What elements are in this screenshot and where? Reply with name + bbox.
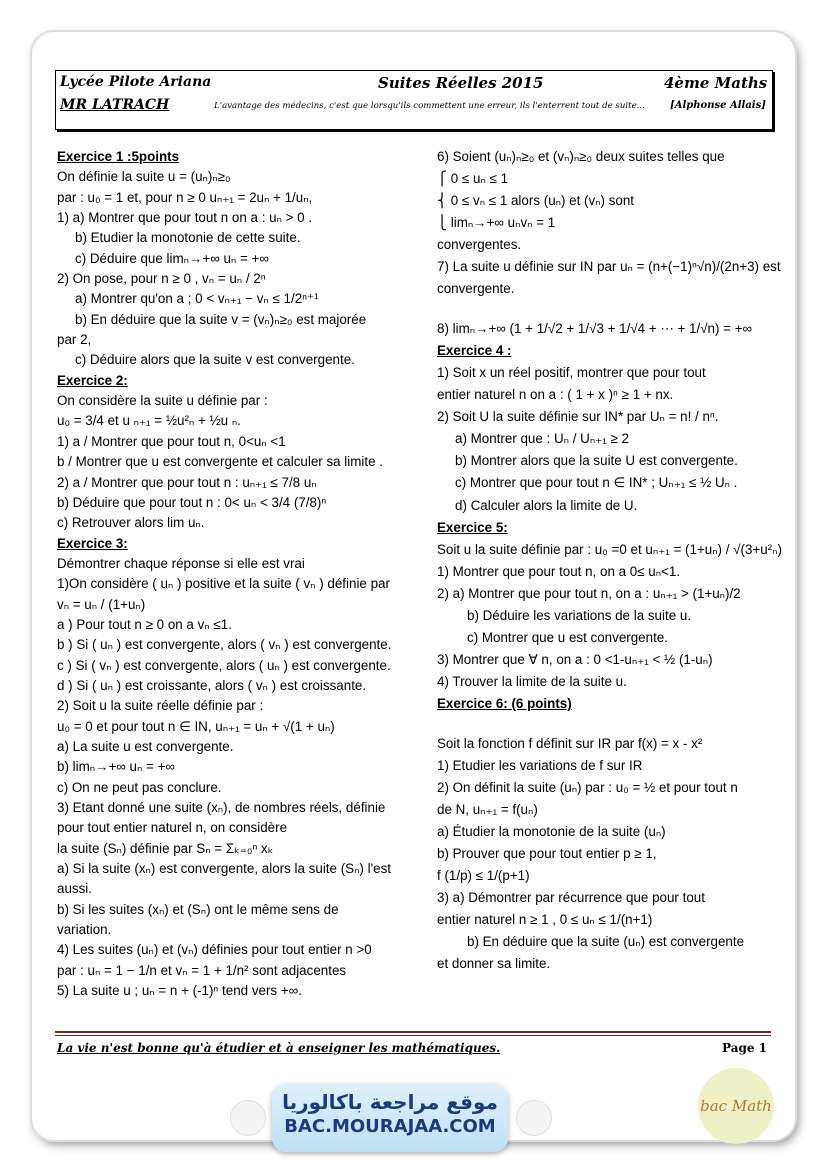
text-line: b / Montrer que u est convergente et calculer sa limite . [57, 454, 383, 470]
text-line: c ) Si ( vₙ ) est convergente, alors ( uₙ ) est convergente. [57, 657, 391, 673]
text-line: u₀ = 3/4 et u ₙ₊₁ = ½u²ₙ + ½u ₙ. [57, 413, 241, 429]
text-line: la suite (Sₙ) définie par Sₙ = Σₖ₌₀ⁿ xₖ [57, 840, 274, 856]
text-line: c) Retrouver alors lim uₙ. [57, 515, 205, 531]
text-line: b) Etudier la monotonie de cette suite. [75, 230, 301, 246]
text-line: 2) Soit u la suite réelle définie par : [57, 698, 264, 714]
text-line: a) Montrer que : Uₙ / Uₙ₊₁ ≥ 2 [455, 431, 629, 447]
bac-math-logo: bac Math [698, 1068, 774, 1144]
footer-motto: La vie n'est bonne qu'à étudier et à enseigner les mathématiques. [57, 1041, 501, 1055]
text-line: par : u₀ = 1 et, pour n ≥ 0 uₙ₊₁ = 2uₙ + 1/uₙ, [57, 189, 313, 205]
text-line: b) En déduire que la suite (uₙ) est convergente [467, 934, 745, 950]
text-line: b) limₙ→+∞ uₙ = +∞ [57, 759, 175, 775]
text-line: c) Montrer que pour tout n ∈ IN* ; Uₙ₊₁ ≤ ½ Uₙ . [455, 475, 738, 491]
text-line: variation. [57, 922, 112, 938]
level-label: 4ème Maths [664, 74, 768, 92]
quote-author: [Alphonse Allais] [670, 100, 766, 111]
text-line: 5) La suite u ; uₙ = n + (-1)ⁿ tend vers +∞. [57, 983, 302, 999]
text-line: 1) a) Montrer que pour tout n on a : uₙ > 0 . [57, 210, 313, 226]
document-title: Suites Réelles 2015 [378, 74, 544, 92]
text-line: b) En déduire que la suite v = (vₙ)ₙ≥₀ est majorée [75, 311, 367, 327]
text-line: 7) La suite u définie sur IN par uₙ = (n+(−1)ⁿ√n)/(2n+3) est [437, 259, 781, 275]
exercise-heading: Exercice 3: [57, 535, 128, 551]
exercise-heading: Exercice 5: [437, 519, 508, 535]
text-line: ⎧ 0 ≤ uₙ ≤ 1 [437, 171, 509, 187]
page-number: Page 1 [722, 1041, 768, 1055]
banner-url[interactable]: BAC.MOURAJAA.COM [284, 1116, 496, 1137]
text-line: vₙ = uₙ / (1+uₙ) [57, 596, 146, 612]
text-line: 2) Soit U la suite définie sur IN* par Uₙ = n! / nⁿ. [437, 409, 719, 425]
document-header [55, 70, 773, 130]
text-line: convergente. [437, 281, 515, 297]
teacher-name: MR LATRACH [60, 97, 170, 113]
right-logo-icon [516, 1100, 552, 1136]
text-line: 2) a / Montrer que pour tout n : uₙ₊₁ ≤ 7/8 uₙ [57, 474, 317, 490]
text-line: a ) Pour tout n ≥ 0 on a vₙ ≤1. [57, 616, 232, 632]
text-line: 2) On définit la suite (uₙ) par : u₀ = ½ et pour tout n [437, 779, 738, 795]
text-line [437, 718, 777, 730]
header-quote: L'avantage des médecins, c'est que lorsqu'ils commettent une erreur, ils l'enterrent tout de suite... [214, 101, 645, 111]
text-line: aussi. [57, 881, 92, 897]
text-line: c) On ne peut pas conclure. [57, 779, 222, 795]
text-line: 4) Les suites (uₙ) et (vₙ) définies pour tout entier n >0 [57, 942, 372, 958]
text-line: 6) Soient (uₙ)ₙ≥₀ et (vₙ)ₙ≥₀ deux suites telles que [437, 149, 725, 164]
footer-rule [55, 1031, 771, 1033]
text-line: u₀ = 0 et pour tout n ∈ IN, uₙ₊₁ = uₙ + √(1 + uₙ) [57, 718, 335, 734]
text-line: entier naturel n on a : ( 1 + x )ⁿ ≥ 1 + nx. [437, 387, 674, 403]
text-line: b) Si les suites (xₙ) et (Sₙ) ont le même sens de [57, 901, 339, 917]
left-column [57, 149, 427, 1003]
text-line: entier naturel n ≥ 1 , 0 ≤ uₙ ≤ 1/(n+1) [437, 912, 653, 928]
text-line: c) Montrer que u est convergente. [467, 629, 668, 645]
text-line: a) La suite u est convergente. [57, 738, 234, 754]
text-line [437, 304, 777, 316]
text-line: 3) Montrer que ∀ n, on a : 0 <1-uₙ₊₁ < ½ (1-uₙ) [437, 652, 713, 668]
exercise-heading: Exercice 6: (6 points) [437, 696, 572, 712]
text-line: 1) Etudier les variations de f sur IR [437, 757, 643, 773]
text-line: a) Montrer qu'on a ; 0 < vₙ₊₁ − vₙ ≤ 1/2ⁿ⁺¹ [75, 291, 319, 307]
text-line: convergentes. [437, 237, 522, 253]
footer-rule-thin [55, 1035, 771, 1036]
text-line: ⎩ limₙ→+∞ uₙvₙ = 1 [437, 215, 556, 231]
text-line: 2) On pose, pour n ≥ 0 , vₙ = uₙ / 2ⁿ [57, 271, 266, 287]
text-line: Soit la fonction f définit sur IR par f(x) = x - x² [437, 735, 703, 751]
text-line: b ) Si ( uₙ ) est convergente, alors ( vₙ ) est convergente. [57, 637, 392, 653]
text-line: d ) Si ( uₙ ) est croissante, alors ( vₙ ) est croissante. [57, 677, 367, 693]
text-line: a) Étudier la monotonie de la suite (uₙ) [437, 823, 666, 839]
text-line: b) Déduire que pour tout n : 0< uₙ < 3/4 (7/8)ⁿ [57, 494, 327, 510]
text-line: pour tout entier naturel n, on considère [57, 820, 288, 836]
text-line: de N, uₙ₊₁ = f(uₙ) [437, 801, 538, 817]
text-line: b) Montrer alors que la suite U est convergente. [455, 453, 738, 469]
right-column [437, 149, 782, 978]
exercise-heading: Exercice 2: [57, 372, 128, 388]
text-line: 3) a) Démontrer par récurrence que pour tout [437, 890, 705, 906]
text-line: 1)On considère ( uₙ ) positive et la suite ( vₙ ) définie par [57, 576, 390, 592]
text-line: a) Si la suite (xₙ) est convergente, alors la suite (Sₙ) l'est [57, 861, 391, 877]
text-line: Démontrer chaque réponse si elle est vrai [57, 555, 305, 571]
text-line: ⎨ 0 ≤ vₙ ≤ 1 alors (uₙ) et (vₙ) sont [437, 193, 635, 209]
text-line: 2) a) Montrer que pour tout n, on a : uₙ₊₁ > (1+uₙ)/2 [437, 585, 741, 601]
text-line: b) Déduire les variations de la suite u. [467, 607, 692, 623]
text-line: et donner sa limite. [437, 956, 551, 972]
school-name: Lycée Pilote Ariana [60, 74, 212, 90]
left-logo-icon [230, 1100, 266, 1136]
text-line: f (1/p) ≤ 1/(p+1) [437, 868, 530, 884]
text-line: c) Déduire alors que la suite v est convergente. [75, 352, 355, 368]
exercise-heading: Exercice 1 :5points [57, 149, 180, 164]
text-line: On définie la suite u = (uₙ)ₙ≥₀ [57, 169, 231, 185]
text-line: 3) Etant donné une suite (xₙ), de nombres réels, définie [57, 800, 386, 815]
text-line: par 2, [57, 332, 92, 348]
exercise-heading: Exercice 4 : [437, 342, 512, 358]
text-line: 1) Montrer que pour tout n, on a 0≤ uₙ<1. [437, 563, 681, 579]
site-banner[interactable] [272, 1084, 508, 1152]
text-line: 4) Trouver la limite de la suite u. [437, 674, 627, 690]
text-line: 8) limₙ→+∞ (1 + 1/√2 + 1/√3 + 1/√4 + ⋯ + 1/√n) = +∞ [437, 320, 753, 336]
text-line: 1) Soit x un réel positif, montrer que pour tout [437, 365, 706, 381]
text-line: 1) a / Montrer que pour tout n, 0<uₙ <1 [57, 433, 286, 449]
text-line: c) Déduire que limₙ→+∞ uₙ = +∞ [75, 250, 269, 266]
text-line: Soit u la suite définie par : u₀ =0 et uₙ₊₁ = (1+uₙ) / √(3+u²ₙ) [437, 541, 782, 557]
text-line: b) Prouver que pour tout entier p ≥ 1, [437, 846, 657, 861]
text-line: par : uₙ = 1 − 1/n et vₙ = 1 + 1/n² sont adjacentes [57, 962, 347, 978]
text-line: d) Calculer alors la limite de U. [455, 497, 638, 513]
text-line: On considère la suite u définie par : [57, 393, 268, 409]
banner-arabic: موقع مراجعة باكالوريا [282, 1090, 498, 1114]
